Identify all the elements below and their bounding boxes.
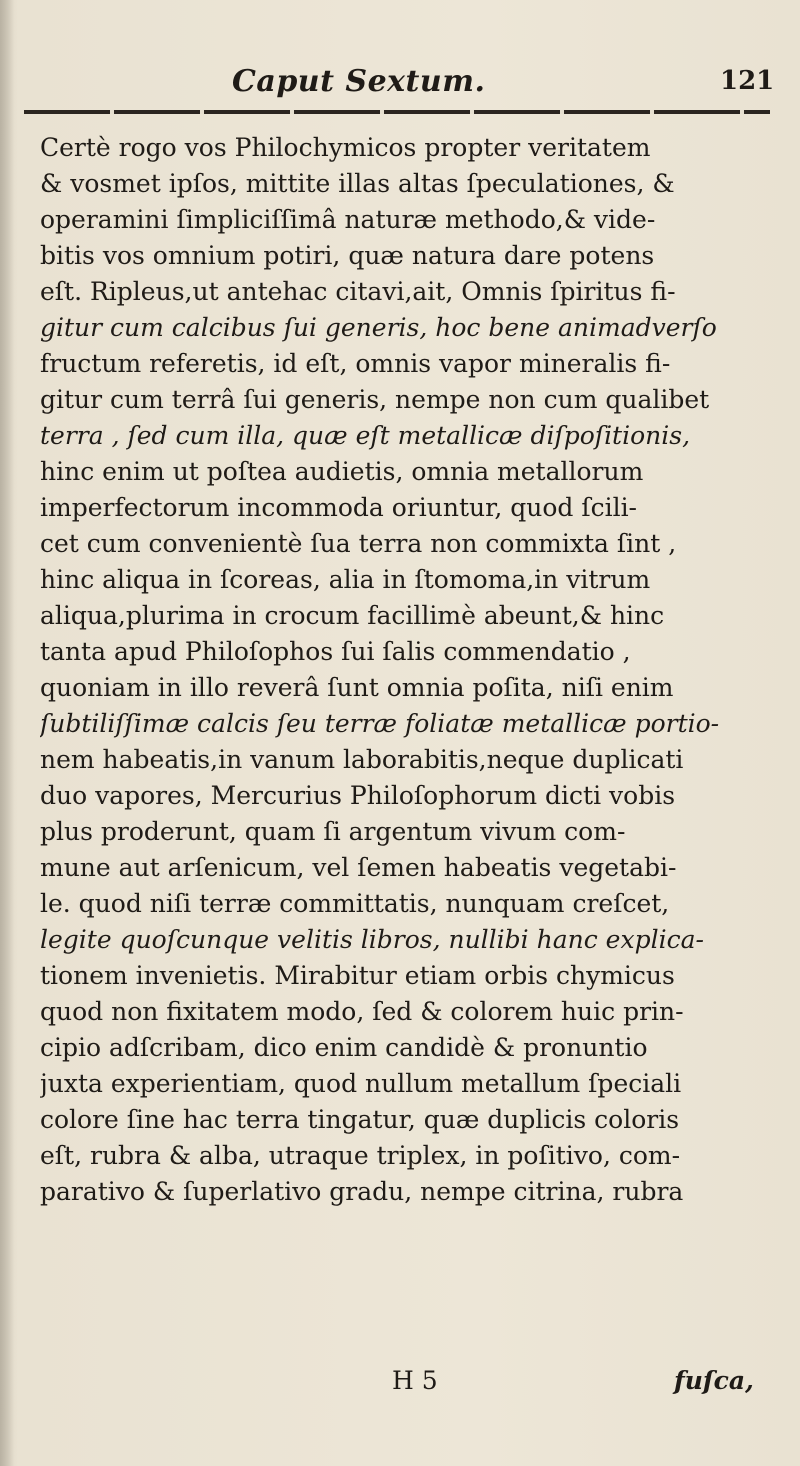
- signature-mark: H 5: [392, 1366, 438, 1395]
- text-line: mune aut arſenicum, vel ſemen habeatis vegetabi-: [40, 853, 677, 882]
- text-line: gitur cum terrâ ſui generis, nempe non cum qualibet: [40, 385, 710, 414]
- page-header: [0, 64, 800, 104]
- text-line: plus proderunt, quam ſi argentum vivum com-: [40, 817, 626, 846]
- text-line: Certè rogo vos Philochymicos propter veritatem: [40, 133, 651, 162]
- text-line: colore ſine hac terra tingatur, quæ duplicis coloris: [40, 1105, 680, 1134]
- text-line: legite quoſcunque velitis libros, nullibi hanc explica-: [40, 925, 704, 954]
- page-gutter-shadow: [0, 0, 14, 1466]
- text-line: le. quod niſi terræ committatis, nunquam creſcet,: [40, 889, 670, 918]
- text-line: hinc enim ut poſtea audietis, omnia metallorum: [40, 457, 644, 486]
- text-line: tanta apud Philoſophos ſui ſalis commendatio ,: [40, 637, 631, 666]
- header-rule: [24, 110, 770, 114]
- text-line: operamini ſimpliciſſimâ naturæ methodo,& vide-: [40, 205, 656, 234]
- text-line: gitur cum calcibus ſui generis, hoc bene animadverſo: [40, 313, 717, 342]
- running-title: Caput Sextum.: [232, 64, 486, 99]
- page-number: 121: [720, 66, 775, 96]
- text-line: cet cum convenientè ſua terra non commixta ſint ,: [40, 529, 677, 558]
- text-line: tionem invenietis. Mirabitur etiam orbis chymicus: [40, 961, 675, 990]
- text-line: & vosmet ipſos, mittite illas altas ſpeculationes, &: [40, 169, 675, 198]
- text-line: aliqua,plurima in crocum facillimè abeunt,& hinc: [40, 601, 665, 630]
- text-line: duo vapores, Mercurius Philoſophorum dicti vobis: [40, 781, 676, 810]
- text-line: bitis vos omnium potiri, quæ natura dare potens: [40, 241, 655, 270]
- text-line: juxta experientiam, quod nullum metallum ſpeciali: [40, 1069, 682, 1098]
- text-line: eſt, rubra & alba, utraque triplex, in poſitivo, com-: [40, 1141, 681, 1170]
- text-line: terra , ſed cum illa, quæ eſt metallicæ diſpoſitionis,: [40, 421, 691, 450]
- text-line: imperfectorum incommoda oriuntur, quod ſcili-: [40, 493, 638, 522]
- text-line: hinc aliqua in ſcoreas, alia in ſtomoma,in vitrum: [40, 565, 651, 594]
- text-line: fructum referetis, id eſt, omnis vapor mineralis fi-: [40, 349, 671, 378]
- text-line: parativo & ſuperlativo gradu, nempe citrina, rubra: [40, 1177, 684, 1206]
- text-line: quod non fixitatem modo, ſed & colorem huic prin-: [40, 997, 684, 1026]
- text-line: ſubtiliſſimæ calcis ſeu terræ foliatæ metallicæ portio-: [40, 709, 720, 738]
- text-line: cipio adſcribam, dico enim candidè & pronuntio: [40, 1033, 648, 1062]
- text-line: eſt. Ripleus,ut antehac citavi,ait, Omnis ſpiritus fi-: [40, 277, 676, 306]
- catchword: fuſca,: [674, 1366, 754, 1395]
- page-footer: [0, 1366, 800, 1406]
- text-line: quoniam in illo reverâ ſunt omnia poſita, niſi enim: [40, 673, 674, 702]
- body-text: [40, 130, 780, 1210]
- text-line: nem habeatis,in vanum laborabitis,neque duplicati: [40, 745, 684, 774]
